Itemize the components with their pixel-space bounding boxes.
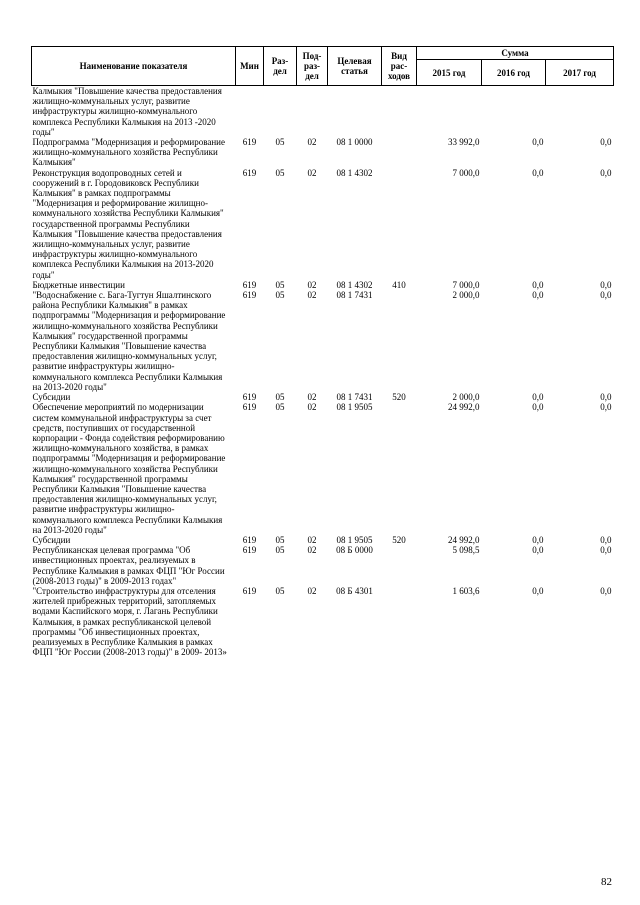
row-2016-cell: 0,0: [532, 279, 544, 290]
row-min-cell: 619: [242, 545, 257, 556]
page-number: 82: [601, 876, 612, 888]
row-podrazdel-cell: [297, 86, 328, 138]
row-name-cell: "Водоснабжение с. Бага-Тугтун Яшалтинского района Республики Калмыкия" в рамках подпрограммы "Модернизация и реформирование жилищно-коммунального хозяйства Республики Калмыкия" государственной программы Республики Калмыкия "Повышение качества предоставления жилищно-коммунальных услуг, развитие инфраструктуры жилищно-коммунального комплекса Республики Калмыкия на 2013-2020 годы": [32, 290, 226, 392]
header-2015: 2015 год: [417, 60, 482, 86]
row-2017-cell: 0,0: [600, 402, 612, 413]
row-name-cell: Бюджетные инвестиции: [32, 279, 125, 290]
row-razdel-cell: 05: [275, 402, 285, 413]
row-razdel-cell: 05: [275, 392, 285, 403]
row-podrazdel-cell: 02: [307, 585, 317, 596]
row-2015-cell: 33 992,0: [448, 137, 480, 148]
row-razdel-cell: 05: [275, 279, 285, 290]
row-razdel-cell: [264, 86, 297, 138]
header-min: Мин: [236, 47, 264, 86]
table-row: [32, 535, 614, 545]
row-min-cell: 619: [242, 137, 257, 148]
row-podrazdel-cell: 02: [307, 534, 317, 545]
row-vid-cell: 520: [392, 392, 406, 403]
row-razdel-cell: 05: [275, 585, 285, 596]
row-2015-cell: 7 000,0: [452, 167, 480, 178]
row-2016-cell: 0,0: [532, 534, 544, 545]
row-2016-cell: 0,0: [532, 167, 544, 178]
row-2015-cell: 7 000,0: [452, 279, 480, 290]
row-name-cell: Реконструкция водопроводных сетей и сооружений в г. Городовиковск Республики Калмыкия" в рамках подпрограммы "Модернизация и реформирование жилищно-коммунального хозяйства Республики Калмыкия" государственной программы Республики Калмыкия "Повышение качества предоставления жилищно-коммунальных услуг, развитие инфраструктуры жилищно-коммунального комплекса Республики Калмыкия на 2013-2020 годы": [32, 167, 224, 280]
table-row: [32, 586, 614, 657]
row-article-cell: 08 1 0000: [336, 137, 373, 148]
header-razdel: Раз- дел: [264, 47, 297, 86]
row-2017-cell: 0,0: [600, 279, 612, 290]
header-vid: Вид рас- ходов: [382, 47, 417, 86]
row-2015-cell: 5 098,5: [452, 545, 480, 556]
row-vid-cell: [382, 168, 417, 280]
row-razdel-cell: 05: [275, 167, 285, 178]
row-vid-cell: [382, 86, 417, 138]
row-article-cell: 08 1 9505: [336, 534, 373, 545]
header-sum: Сумма: [417, 47, 614, 60]
row-2017-cell: 0,0: [600, 545, 612, 556]
row-name-cell: Республиканская целевая программа "Об инвестиционных проектах, реализуемых в Республике Калмыкия в рамках ФЦП "Юг России (2008-2013 годы)" в 2009-2013 годах": [32, 545, 225, 586]
table-row: [32, 392, 614, 402]
row-2015-cell: 2 000,0: [452, 290, 480, 301]
row-razdel-cell: 05: [275, 137, 285, 148]
row-min-cell: 619: [242, 585, 257, 596]
row-podrazdel-cell: 02: [307, 137, 317, 148]
row-2015-cell: 2 000,0: [452, 392, 480, 403]
row-vid-cell: [382, 402, 417, 535]
table-row: [32, 86, 614, 138]
table-row: [32, 545, 614, 586]
header-2016: 2016 год: [482, 60, 546, 86]
row-2015-cell: [417, 86, 482, 138]
row-min-cell: [236, 86, 264, 138]
table-row: [32, 137, 614, 168]
row-2017-cell: 0,0: [600, 137, 612, 148]
header-2017: 2017 год: [546, 60, 614, 86]
header-podrazdel: Под- раз- дел: [297, 47, 328, 86]
row-name-cell: Обеспечение мероприятий по модернизации систем коммунальной инфраструктуры за счет средств, поступивших от государственной корпорации - Фонда содействия реформированию жилищно-коммунального хозяйства, в рамках подпрограммы "Модернизация и реформирование жилищно-коммунального хозяйства Республики Калмыкия" государственной программы Республики Калмыкия "Повышение качества предоставления жилищно-коммунальных услуг, развитие инфраструктуры жилищно-коммунального комплекса Республики Калмыкия на 2013-2020 годы": [32, 402, 226, 535]
row-2016-cell: 0,0: [532, 545, 544, 556]
row-2015-cell: 24 992,0: [448, 402, 480, 413]
row-article-cell: 08 Б 0000: [336, 545, 373, 556]
row-article-cell: 08 Б 4301: [336, 585, 373, 596]
header-name: Наименование показателя: [32, 47, 236, 86]
row-vid-cell: [382, 137, 417, 168]
row-2017-cell: 0,0: [600, 290, 612, 301]
row-name-cell: "Строительство инфраструктуры для отселения жителей прибрежных территорий, затопляемых водами Каспийского моря, г. Лагань Республики Калмыкия, в рамках республиканской целевой программы "Об инвестиционных проектах, реализуемых в Республике Калмыкия в рамках ФЦП "Юг России (2008-2013 годы)" в 2009- 2013»: [32, 585, 227, 658]
row-2017-cell: 0,0: [600, 585, 612, 596]
row-vid-cell: [382, 290, 417, 392]
row-2017-cell: 0,0: [600, 392, 612, 403]
row-2017-cell: [546, 86, 614, 138]
row-article-cell: [328, 86, 382, 138]
row-vid-cell: 520: [392, 534, 406, 545]
row-min-cell: 619: [242, 167, 257, 178]
row-2016-cell: [482, 86, 546, 138]
table-row: [32, 402, 614, 535]
row-name-cell: Субсидии: [32, 534, 71, 545]
table-header: [32, 47, 614, 86]
row-2015-cell: 24 992,0: [448, 534, 480, 545]
row-min-cell: 619: [242, 402, 257, 413]
row-podrazdel-cell: 02: [307, 545, 317, 556]
row-vid-cell: [382, 545, 417, 586]
row-podrazdel-cell: 02: [307, 290, 317, 301]
row-2016-cell: 0,0: [532, 137, 544, 148]
row-razdel-cell: 05: [275, 534, 285, 545]
row-name-cell: Субсидии: [32, 392, 71, 403]
row-2016-cell: 0,0: [532, 585, 544, 596]
row-2016-cell: 0,0: [532, 402, 544, 413]
row-2016-cell: 0,0: [532, 392, 544, 403]
row-min-cell: 619: [242, 392, 257, 403]
row-name-cell: Калмыкия "Повышение качества предоставления жилищно-коммунальных услуг, развитие инфраструктуры жилищно-коммунального комплекса Республики Калмыкия на 2013 -2020 годы": [32, 86, 222, 137]
row-article-cell: 08 1 4302: [336, 279, 373, 290]
row-min-cell: 619: [242, 290, 257, 301]
row-name-cell: Подпрограмма "Модернизация и реформирование жилищно-коммунального хозяйства Республики Калмыкия": [32, 137, 225, 168]
row-razdel-cell: 05: [275, 290, 285, 301]
table-row: [32, 280, 614, 290]
row-vid-cell: [382, 586, 417, 657]
row-vid-cell: 410: [392, 279, 406, 290]
budget-table: [31, 46, 614, 657]
row-article-cell: 08 1 7431: [336, 392, 373, 403]
row-article-cell: 08 1 9505: [336, 402, 373, 413]
row-razdel-cell: 05: [275, 545, 285, 556]
row-2015-cell: 1 603,6: [452, 585, 480, 596]
row-min-cell: 619: [242, 279, 257, 290]
table-row: [32, 290, 614, 392]
row-2017-cell: 0,0: [600, 534, 612, 545]
row-article-cell: 08 1 4302: [336, 167, 373, 178]
header-article: Целевая статья: [328, 47, 382, 86]
row-article-cell: 08 1 7431: [336, 290, 373, 301]
row-2017-cell: 0,0: [600, 167, 612, 178]
row-2016-cell: 0,0: [532, 290, 544, 301]
table-body: [32, 86, 614, 658]
row-min-cell: 619: [242, 534, 257, 545]
row-podrazdel-cell: 02: [307, 402, 317, 413]
row-podrazdel-cell: 02: [307, 392, 317, 403]
row-podrazdel-cell: 02: [307, 167, 317, 178]
row-podrazdel-cell: 02: [307, 279, 317, 290]
table-row: [32, 168, 614, 280]
